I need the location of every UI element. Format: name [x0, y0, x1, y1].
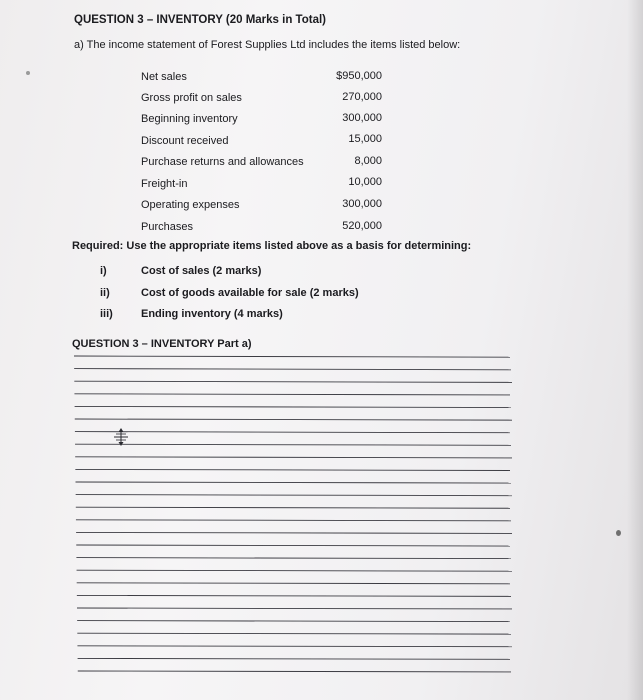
- ruled-line: [78, 671, 511, 672]
- ruled-line: [76, 495, 512, 496]
- paper-speck: [616, 530, 621, 536]
- required-part-number: iii): [100, 308, 113, 320]
- ruled-line: [75, 432, 510, 433]
- item-label-net-sales: Net sales: [141, 71, 187, 83]
- ruled-line: [76, 482, 512, 483]
- ruled-line: [76, 520, 511, 521]
- item-label-purchases: Purchases: [141, 221, 193, 233]
- ruled-line: [75, 444, 511, 445]
- ruled-line: [76, 532, 512, 533]
- item-value-discount-received: 15,000: [348, 133, 382, 145]
- item-value-net-sales: $950,000: [336, 70, 382, 82]
- item-value-beginning-inventory: 300,000: [342, 112, 382, 124]
- item-value-operating-expenses: 300,000: [342, 198, 382, 210]
- ruled-line: [75, 406, 511, 407]
- ruled-line: [77, 583, 510, 584]
- ruled-line: [77, 646, 512, 647]
- required-part-text: Cost of goods available for sale (2 marks): [141, 287, 359, 299]
- ruled-line: [77, 595, 511, 596]
- required-part-number: ii): [100, 287, 110, 299]
- item-label-discount-received: Discount received: [141, 135, 229, 147]
- move-cursor-icon: [113, 428, 129, 446]
- item-label-gross-profit: Gross profit on sales: [141, 92, 242, 104]
- item-value-purchases: 520,000: [342, 220, 382, 232]
- item-label-operating-expenses: Operating expenses: [141, 199, 240, 211]
- paper-speck: [26, 71, 30, 75]
- question-title: QUESTION 3 – INVENTORY (20 Marks in Total): [74, 14, 326, 26]
- ruled-line: [76, 507, 510, 508]
- ruled-line: [77, 633, 511, 634]
- ruled-line: [75, 419, 512, 420]
- ruled-line: [77, 621, 510, 622]
- item-label-beginning-inventory: Beginning inventory: [141, 113, 238, 125]
- ruled-line: [74, 369, 511, 370]
- ruled-line: [78, 658, 510, 659]
- item-value-purchase-returns: 8,000: [354, 155, 382, 167]
- item-label-purchase-returns: Purchase returns and allowances: [141, 156, 304, 168]
- ruled-line: [75, 469, 510, 470]
- ruled-line: [74, 394, 510, 395]
- item-value-gross-profit: 270,000: [342, 91, 382, 103]
- answer-ruled-lines[interactable]: [74, 350, 520, 690]
- required-heading: Required: Use the appropriate items listed above as a basis for determining:: [72, 240, 472, 252]
- required-part-text: Ending inventory (4 marks): [141, 308, 283, 320]
- ruled-line: [77, 608, 512, 609]
- ruled-line: [76, 545, 510, 546]
- ruled-line: [77, 570, 512, 571]
- item-label-freight-in: Freight-in: [141, 178, 188, 190]
- ruled-line: [75, 457, 512, 458]
- question-intro: a) The income statement of Forest Supplies Ltd includes the items listed below:: [74, 39, 461, 51]
- required-part-text: Cost of sales (2 marks): [141, 265, 262, 277]
- ruled-line: [76, 558, 511, 559]
- required-part-number: i): [100, 265, 107, 277]
- ruled-line: [74, 381, 512, 382]
- page-edge-shadow: [627, 0, 643, 700]
- item-value-freight-in: 10,000: [348, 176, 382, 188]
- answer-section-title: QUESTION 3 – INVENTORY Part a): [72, 338, 252, 350]
- ruled-line: [74, 356, 510, 357]
